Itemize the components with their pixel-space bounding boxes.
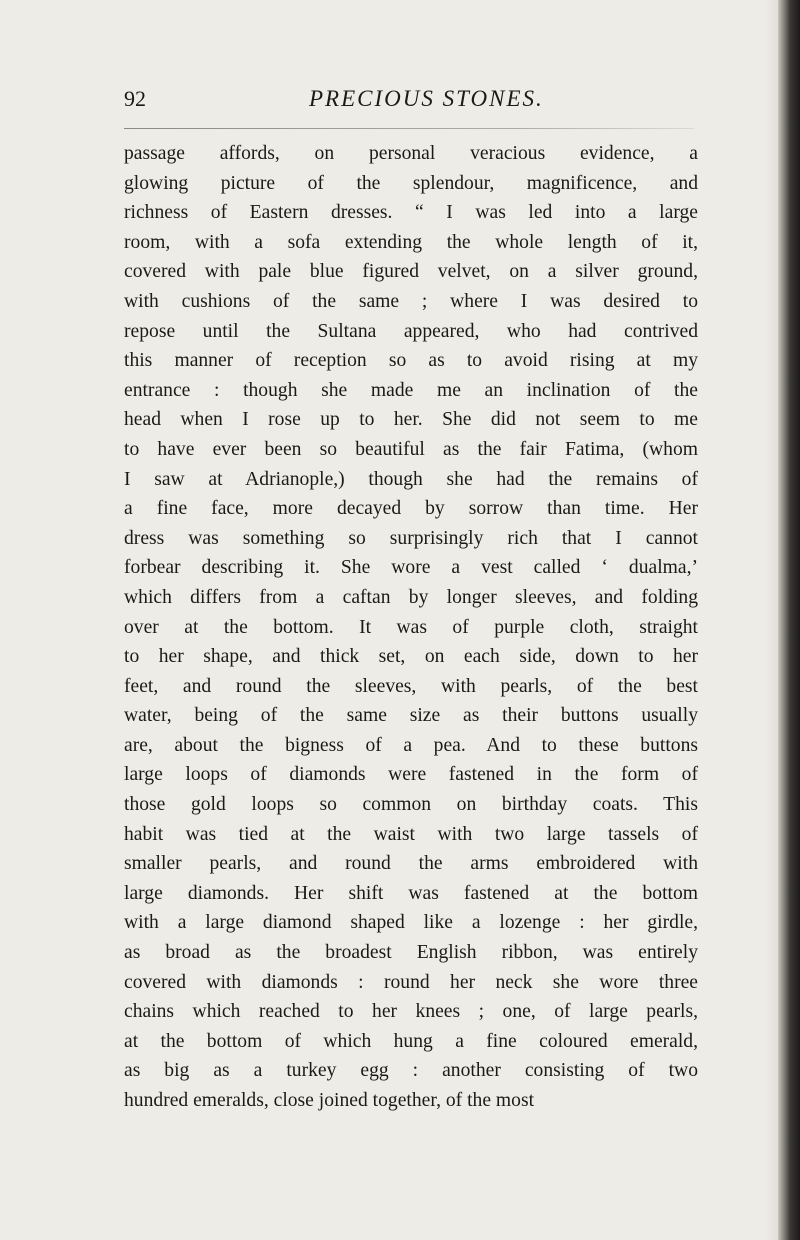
text-line: smaller pearls, and round the arms embroidered with [124,853,698,875]
text-line: hundred emeralds, close joined together, of the most [124,1090,535,1111]
text-line: as broad as the broadest English ribbon, was entirely [124,942,698,964]
text-line: to have ever been so beautiful as the fair Fatima, (whom [124,438,698,460]
text-line: glowing picture of the splendour, magnificence, and [124,172,698,194]
text-line: head when I rose up to her. She did not seem to me [124,409,698,431]
running-title: PRECIOUS STONES. [309,86,544,111]
text-line: this manner of reception so as to avoid rising at my [124,350,698,372]
page-number: 92 [124,86,146,111]
text-line: are, about the bigness of a pea. And to these buttons [124,734,698,756]
header-rule [124,128,694,129]
text-line: to her shape, and thick set, on each side, down to her [124,646,698,668]
text-line: which differs from a caftan by longer sleeves, and folding [124,586,698,608]
text-line: covered with pale blue figured velvet, on a silver ground, [124,261,698,283]
text-line: large loops of diamonds were fastened in the form of [124,764,698,786]
text-line: repose until the Sultana appeared, who had contrived [124,320,698,342]
text-line: forbear describing it. She wore a vest called ‘ dualma,’ [124,557,698,579]
text-line: feet, and round the sleeves, with pearls, of the best [124,675,698,697]
binding-edge [778,0,800,1240]
body-text [124,139,698,1116]
text-line: over at the bottom. It was of purple cloth, straight [124,616,698,638]
text-line: water, being of the same size as their buttons usually [124,705,698,727]
text-line: dress was something so surprisingly rich that I cannot [124,527,698,549]
page-header [124,86,724,126]
text-line: with a large diamond shaped like a lozenge : her girdle, [124,912,698,934]
text-line: a fine face, more decayed by sorrow than time. Her [124,498,698,520]
text-line: at the bottom of which hung a fine coloured emerald, [124,1030,698,1052]
text-line: with cushions of the same ; where I was desired to [124,290,698,312]
text-line: richness of Eastern dresses. “ I was led into a large [124,202,698,224]
text-line: those gold loops so common on birthday coats. This [124,794,698,816]
text-line: chains which reached to her knees ; one, of large pearls, [124,1001,698,1023]
text-line: large diamonds. Her shift was fastened at the bottom [124,882,698,904]
text-line: I saw at Adrianople,) though she had the remains of [124,468,698,490]
text-line: passage affords, on personal veracious evidence, a [124,143,698,164]
text-line: habit was tied at the waist with two large tassels of [124,823,698,845]
text-line: covered with diamonds : round her neck she wore three [124,971,698,993]
text-line: entrance : though she made me an inclination of the [124,379,698,401]
text-line: room, with a sofa extending the whole length of it, [124,231,698,253]
binding-shadow [764,0,778,1240]
text-line: as big as a turkey egg : another consisting of two [124,1060,698,1082]
